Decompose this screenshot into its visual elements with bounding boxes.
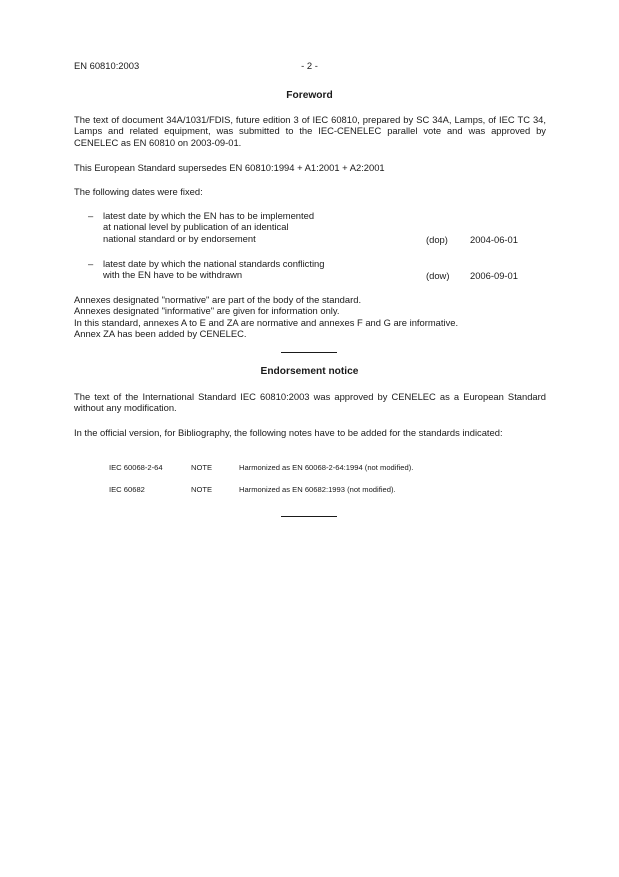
date-code: (dop) <box>426 234 448 245</box>
annex-line: Annex ZA has been added by CENELEC. <box>74 328 247 340</box>
date-item-line: latest date by which the EN has to be implemented <box>103 210 315 221</box>
section-divider <box>281 352 337 353</box>
page-number: - 2 - <box>301 60 318 71</box>
endorsement-paragraph-2: In the official version, for Bibliography, the following notes have to be added for the standards indicated: <box>74 427 503 438</box>
endorsement-paragraph-1: The text of the International Standard IEC 60810:2003 was approved by CENELEC as a European Standard without any modification. <box>74 391 546 414</box>
date-item-line: at national level by publication of an identical <box>103 221 289 233</box>
note-label: NOTE <box>191 485 213 494</box>
note-standard: IEC 60682 <box>109 485 145 494</box>
end-divider <box>281 516 337 517</box>
dash-bullet: – <box>88 210 94 221</box>
date-item-line: with the EN have to be withdrawn <box>103 269 243 281</box>
annex-line: Annexes designated "normative" are part of the body of the standard. <box>74 294 362 305</box>
foreword-paragraph-3: The following dates were fixed: <box>74 186 203 197</box>
annex-notes <box>74 294 546 340</box>
foreword-heading: Foreword <box>286 90 333 101</box>
note-text: Harmonized as EN 60682:1993 (not modified). <box>239 485 396 494</box>
foreword-paragraph-1: The text of document 34A/1031/FDIS, future edition 3 of IEC 60810, prepared by SC 34A, Lamps, of IEC TC 34, Lamps and related equipment, was submitted to the IEC-CENELEC parallel vote and was approved by CENELEC as EN 60810 on 2003-09-01. <box>74 114 546 148</box>
date-item-text <box>103 258 343 281</box>
foreword-paragraph-2: This European Standard supersedes EN 60810:1994 + A1:2001 + A2:2001 <box>74 162 385 173</box>
note-standard: IEC 60068-2-64 <box>109 463 163 472</box>
date-item-line: national standard or by endorsement <box>103 232 256 244</box>
date-value: 2006-09-01 <box>470 270 518 281</box>
note-label: NOTE <box>191 463 213 472</box>
date-item-line: latest date by which the national standards conflicting <box>103 258 325 269</box>
annex-line: Annexes designated "informative" are given for information only. <box>74 305 340 317</box>
date-item-text <box>103 210 343 244</box>
endorsement-heading: Endorsement notice <box>260 366 359 377</box>
annex-line: In this standard, annexes A to E and ZA are normative and annexes F and G are informative. <box>74 316 459 328</box>
dash-bullet: – <box>88 258 94 269</box>
note-text: Harmonized as EN 60068-2-64:1994 (not modified). <box>239 463 414 472</box>
date-value: 2004-06-01 <box>470 234 518 245</box>
date-code: (dow) <box>426 270 450 281</box>
document-id: EN 60810:2003 <box>74 60 140 71</box>
